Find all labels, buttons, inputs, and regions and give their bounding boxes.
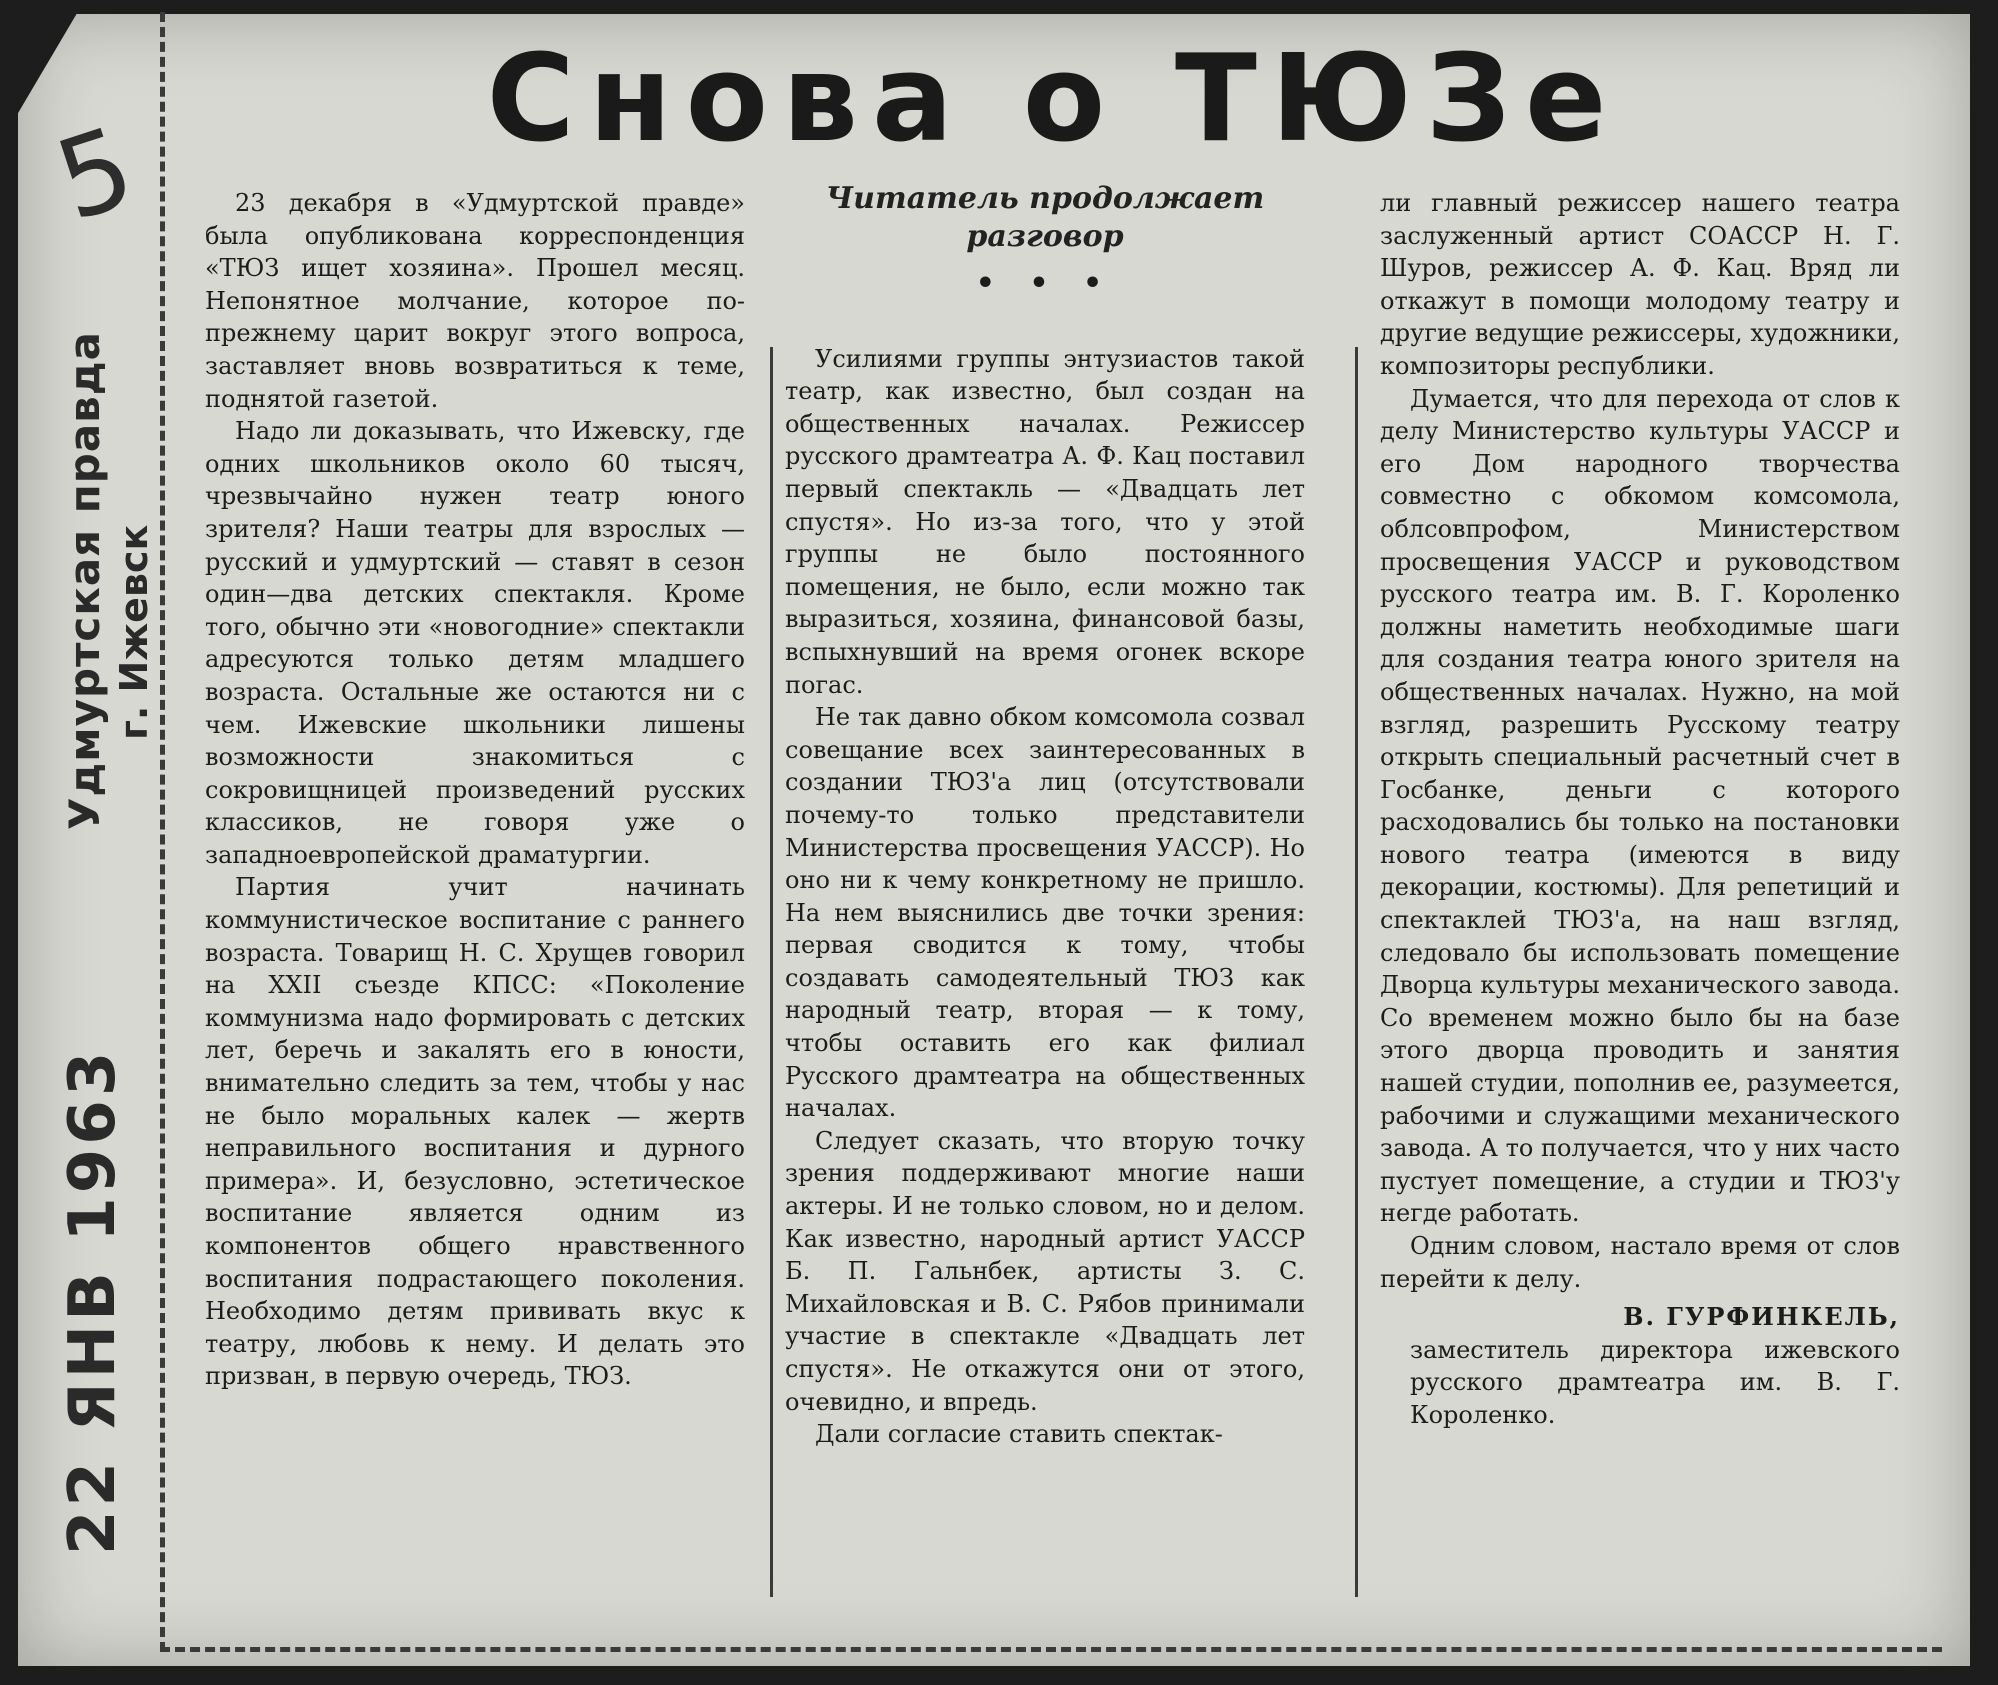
stamp-newspaper: Удмуртская правда bbox=[60, 330, 109, 830]
stamp-city: г. Ижевск bbox=[112, 524, 156, 740]
author-name: В. ГУРФИНКЕЛЬ, bbox=[1623, 1302, 1900, 1332]
paragraph: Думается, что для перехода от слов к делу Министерство культуры УАССР и его Дом народного творчества совместно с обкомом комсомола, облсовпрофом, Министерством просвещения УАССР и руководством русского театра им. В. Г. Короленко должны наметить необходимые шаги для создания театра юного зрителя на общественных началах. Нужно, на мой взгляд, разрешить Русскому театру открыть специальный расчетный счет в Госбанке, деньги с которого расходовались бы только на постановки нового театра (имеются в виду декорации, костюмы). Для репетиций и спектаклей ТЮЗ'а, на наш взгляд, следовало бы использовать помещение Дворца культуры механического завода. Со временем можно было бы на базе этого дворца проводить и занятия нашей студии, пополнив ее, разумеется, рабочими и служащими механического завода. А то получается, что у них часто пустует помещение, а студии и ТЮЗ'у негде работать. bbox=[1380, 384, 1900, 1228]
column-divider bbox=[770, 347, 773, 1597]
subheading bbox=[785, 180, 1305, 256]
paragraph: ли главный режиссер нашего театра заслуженный артист СОАССР Н. Г. Шуров, режиссер А. Ф. Кац. Вряд ли откажут в помощи молодому театру и другие ведущие режиссеры, художники, композиторы республики. bbox=[1380, 189, 1900, 380]
column-divider bbox=[1355, 347, 1358, 1597]
column-3 bbox=[1380, 187, 1900, 1637]
handwritten-page-number: 5 bbox=[41, 102, 149, 246]
paragraph: Надо ли доказывать, что Ижевску, где одних школьников около 60 тысяч, чрезвычайно нужен театр юного зрителя? Наши театры для взрослых — русский и удмуртский — ставят в сезон один—два детских спектакля. Кроме того, обычно эти «новогодние» спектакли адресуются только детям младшего возраста. Остальные же остаются ни с чем. Ижевские школьники лишены возможности знакомиться с сокровищницей произведений русских классиков, не говоря уже о западноевропейской драматургии. bbox=[205, 417, 745, 869]
subheading-line-2: разговор bbox=[966, 219, 1124, 254]
paragraph: Не так давно обком комсомола созвал совещание всех заинтересованных в создании ТЮЗ'а лиц (отсутствовали почему-то только представители Министерства просвещения УАССР). Но оно ни к чему конкретному не пришло. На нем выяснились две точки зрения: первая сводится к тому, чтобы создавать самодеятельный ТЮЗ как народный театр, вторая — к тому, чтобы оставить его как филиал Русского драмтеатра на общественных началах. bbox=[785, 703, 1305, 1123]
paragraph: Одним словом, настало время от слов перейти к делу. bbox=[1380, 1232, 1900, 1293]
paragraph: 23 декабря в «Удмуртской правде» была опубликована корреспонденция «ТЮЗ ищет хозяина». Прошел месяц. Непонятное молчание, которое по-прежнему царит вокруг этого вопроса, заставляет вновь возвратиться к теме, поднятой газетой. bbox=[205, 189, 745, 413]
archive-stamp bbox=[20, 180, 160, 1560]
headline: Снова о ТЮЗе bbox=[486, 30, 1621, 169]
column-1 bbox=[205, 187, 745, 1637]
author-position: заместитель директора ижевского русского драмтеатра им. В. Г. Короленко. bbox=[1410, 1335, 1900, 1429]
stamp-date: 22 ЯНВ 1963 bbox=[56, 1047, 130, 1555]
section-dots: • • • bbox=[975, 266, 1115, 301]
subheading-line-1: Читатель продолжает bbox=[825, 181, 1265, 216]
article bbox=[160, 12, 1942, 1652]
paragraph: Следует сказать, что вторую точку зрения поддерживают многие наши актеры. И не только словом, но и делом. Как известно, народный артист УАССР Б. П. Гальнбек, артисты З. С. Михайловская и В. С. Рябов принимали участие в спектакле «Двадцать лет спустя». Не откажутся они от этого, очевидно, и впредь. bbox=[785, 1126, 1305, 1416]
paragraph: Партия учит начинать коммунистическое воспитание с раннего возраста. Товарищ Н. С. Хрущев говорил на XXII съезде КПСС: «Поколение коммунизма надо формировать с детских лет, беречь и закалять его в юности, внимательно следить за тем, чтобы у нас не было моральных калек — жертв неправильного воспитания и дурного примера». И, безусловно, эстетическое воспитание является одним из компонентов общего нравственного воспитания подрастающего поколения. Необходимо детям прививать вкус к театру, любовь к нему. И делать это призван, в первую очередь, ТЮЗ. bbox=[205, 873, 745, 1391]
column-2 bbox=[785, 180, 1305, 1630]
paragraph: Усилиями группы энтузиастов такой театр, как известно, был создан на общественных началах. Режиссер русского драмтеатра А. Ф. Кац поставил первый спектакль — «Двадцать лет спустя». Но из-за того, что у этой группы не было постоянного помещения, не было, если можно так выразиться, хозяина, финансовой базы, вспыхнувший на время огонек вскоре погас. bbox=[785, 344, 1305, 699]
paragraph: Дали согласие ставить спектак- bbox=[815, 1420, 1223, 1449]
